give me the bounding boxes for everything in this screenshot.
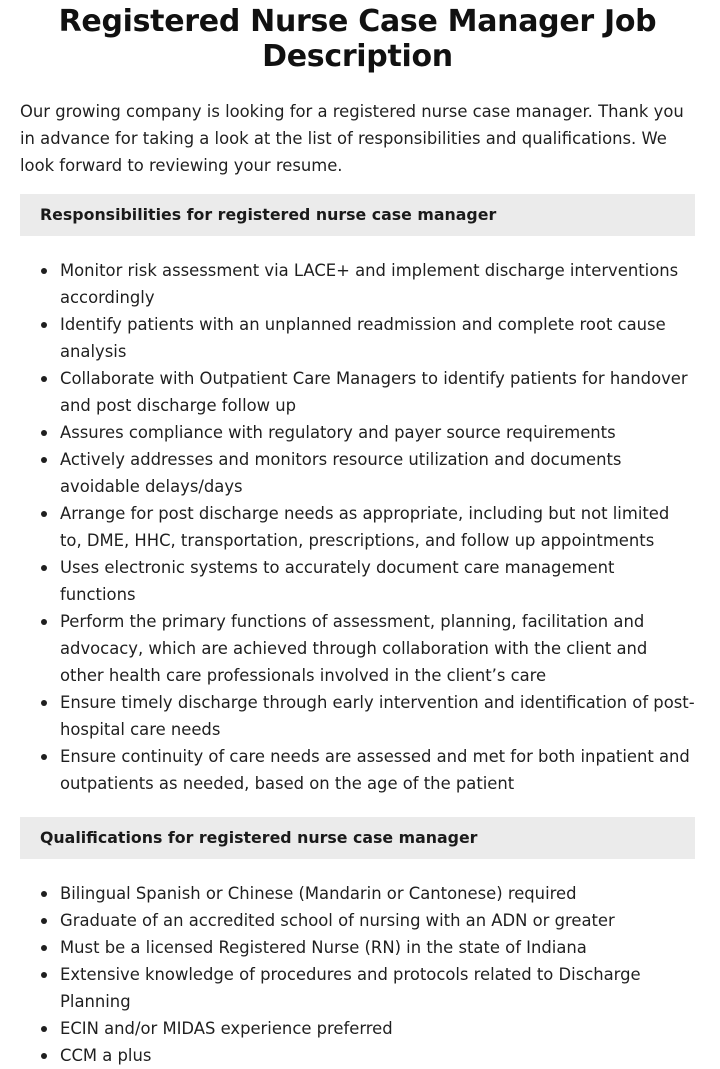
responsibilities-heading: Responsibilities for registered nurse case manager — [20, 194, 695, 236]
bullet-icon — [41, 565, 47, 571]
responsibility-item — [60, 257, 695, 311]
bullet-icon — [41, 322, 47, 328]
bullet-icon — [41, 619, 47, 625]
bullet-icon — [41, 754, 47, 760]
qualifications-heading: Qualifications for registered nurse case manager — [20, 817, 695, 859]
responsibility-text: Uses electronic systems to accurately document care management functions — [60, 558, 615, 604]
bullet-icon — [41, 945, 47, 951]
bullet-icon — [41, 891, 47, 897]
qualification-text: CCM a plus — [60, 1046, 152, 1065]
bullet-icon — [41, 430, 47, 436]
responsibility-text: Ensure continuity of care needs are assessed and met for both inpatient and outpatients as needed, based on the age of the patient — [60, 747, 690, 793]
responsibility-text: Arrange for post discharge needs as appropriate, including but not limited to, DME, HHC, transportation, prescriptions, and follow up appointments — [60, 504, 670, 550]
responsibility-text: Actively addresses and monitors resource utilization and documents avoidable delays/days — [60, 450, 622, 496]
responsibility-item — [60, 446, 695, 500]
qualification-item — [60, 880, 695, 907]
responsibility-text: Identify patients with an unplanned readmission and complete root cause analysis — [60, 315, 666, 361]
responsibility-text: Ensure timely discharge through early intervention and identification of post-hospital care needs — [60, 693, 695, 739]
qualification-text: Bilingual Spanish or Chinese (Mandarin or Cantonese) required — [60, 884, 577, 903]
responsibility-text: Assures compliance with regulatory and payer source requirements — [60, 423, 616, 442]
qualification-item — [60, 907, 695, 934]
responsibility-item — [60, 689, 695, 743]
intro-paragraph: Our growing company is looking for a registered nurse case manager. Thank you in advance for taking a look at the list of responsibilities and qualifications. We look forward to reviewing your resume. — [20, 102, 684, 175]
qualification-text: Must be a licensed Registered Nurse (RN) in the state of Indiana — [60, 938, 587, 957]
responsibility-item — [60, 311, 695, 365]
responsibility-text: Monitor risk assessment via LACE+ and implement discharge interventions accordingly — [60, 261, 679, 307]
responsibility-item — [60, 608, 695, 689]
page-title: Registered Nurse Case Manager Job Description — [58, 4, 657, 74]
bullet-icon — [41, 268, 47, 274]
bullet-icon — [41, 1026, 47, 1032]
qualification-text: Extensive knowledge of procedures and protocols related to Discharge Planning — [60, 965, 641, 1011]
responsibility-text: Collaborate with Outpatient Care Managers to identify patients for handover and post discharge follow up — [60, 369, 688, 415]
qualification-item — [60, 1015, 695, 1042]
qualification-text: ECIN and/or MIDAS experience preferred — [60, 1019, 393, 1038]
responsibilities-list — [20, 257, 695, 797]
qualification-item — [60, 934, 695, 961]
qualification-text: Graduate of an accredited school of nursing with an ADN or greater — [60, 911, 615, 930]
responsibility-item — [60, 365, 695, 419]
qualifications-list — [20, 880, 695, 1069]
responsibility-text: Perform the primary functions of assessment, planning, facilitation and advocacy, which are achieved through collaboration with the client and other health care professionals involved in the client’s care — [60, 612, 648, 685]
bullet-icon — [41, 457, 47, 463]
bullet-icon — [41, 511, 47, 517]
responsibility-item — [60, 743, 695, 797]
bullet-icon — [41, 376, 47, 382]
bullet-icon — [41, 972, 47, 978]
responsibility-item — [60, 500, 695, 554]
responsibility-item — [60, 419, 695, 446]
bullet-icon — [41, 700, 47, 706]
bullet-icon — [41, 1053, 47, 1059]
qualification-item — [60, 961, 695, 1015]
bullet-icon — [41, 918, 47, 924]
responsibility-item — [60, 554, 695, 608]
